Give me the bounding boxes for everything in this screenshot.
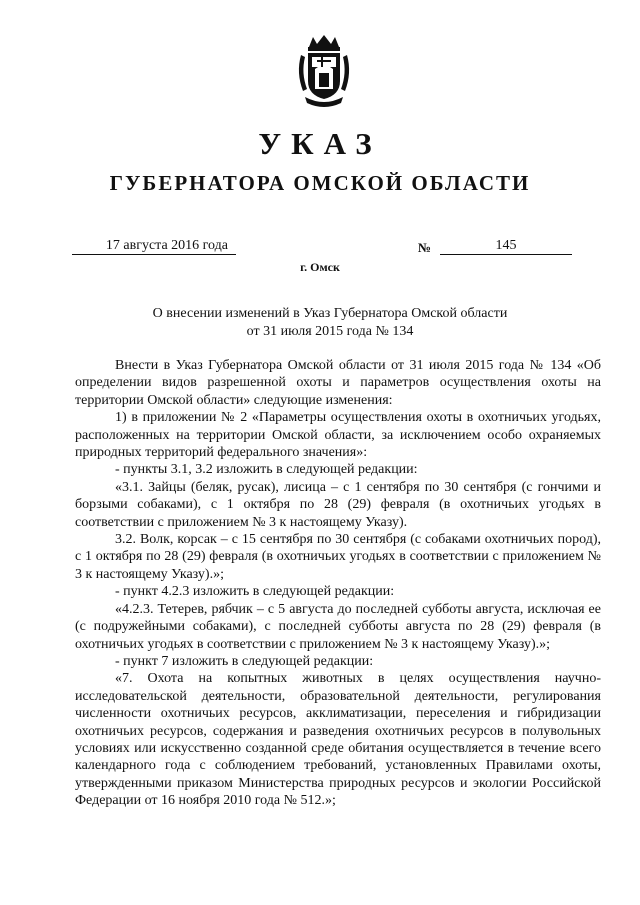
body-paragraph: - пункт 7 изложить в следующей редакции:	[115, 653, 374, 669]
subject-line: от 31 июля 2015 года № 134	[246, 324, 414, 339]
document-subject	[130, 305, 530, 341]
body-paragraph: - пункт 4.2.3 изложить в следующей редакции:	[115, 584, 395, 600]
body-paragraph: «3.1. Зайцы (беляк, русак), лисица – с 1 сентября по 30 сентября (с гончими и борзыми собаками), с 1 октября по 28 (29) февраля (в охотничьих угодьях в соответствии с приложением № 3 к настоящему Указу).	[75, 479, 601, 530]
body-paragraph: Внести в Указ Губернатора Омской области от 31 июля 2015 года № 134 «Об определении видов разрешенной охоты и параметров осуществления охоты на территории Омской области» следующие изменения:	[75, 358, 601, 408]
document-city: г. Омск	[300, 260, 340, 274]
body-paragraph: - пункты 3.1, 3.2 изложить в следующей редакции:	[115, 462, 418, 478]
omsk-coat-of-arms-icon	[295, 33, 353, 109]
document-title: УКАЗ	[258, 126, 382, 161]
number-label: №	[418, 240, 432, 255]
document-body	[75, 357, 601, 810]
body-paragraph: 1) в приложении № 2 «Параметры осуществления охоты в охотничьих угодьях, расположенных на территории Омской области, за исключением особо охраняемых природных территорий федерального значения»:	[75, 410, 601, 461]
body-paragraph: «7. Охота на копытных животных в целях осуществления научно-исследовательской деятельности, образовательной деятельности, регулирования численности охотничьих ресурсов, акклиматизации, переселения и гибридизации охотничьих ресурсов, содержания и разведения охотничьих ресурсов в полувольных условиях или искусственно созданной среде обитания осуществляется в течение всего календарного года с соблюдением требований, установленных Правилами охоты, утвержденными приказом Министерства природных ресурсов и экологии Российской Федерации от 16 ноября 2010 года № 512.»;	[75, 671, 601, 809]
document-number: 145	[440, 238, 572, 255]
body-paragraph: «4.2.3. Тетерев, рябчик – с 5 августа до последней субботы августа, исключая ее (с подружейными собаками), с последней субботы августа по 28 (29) февраля (в охотничьих угодьях в соответствии с приложением № 3 к настоящему Указу).»;	[75, 601, 601, 652]
subject-line: О внесении изменений в Указ Губернатора Омской области	[152, 306, 508, 321]
document-date: 17 августа 2016 года	[72, 238, 236, 255]
body-paragraph: 3.2. Волк, корсак – с 15 сентября по 30 сентября (с собаками охотничьих пород), с 1 октября по 28 (29) февраля (в охотничьих угодьях в соответствии с приложением № 3 к настоящему Указу).»;	[75, 532, 601, 582]
document-subtitle: ГУБЕРНАТОРА ОМСКОЙ ОБЛАСТИ	[109, 171, 531, 195]
